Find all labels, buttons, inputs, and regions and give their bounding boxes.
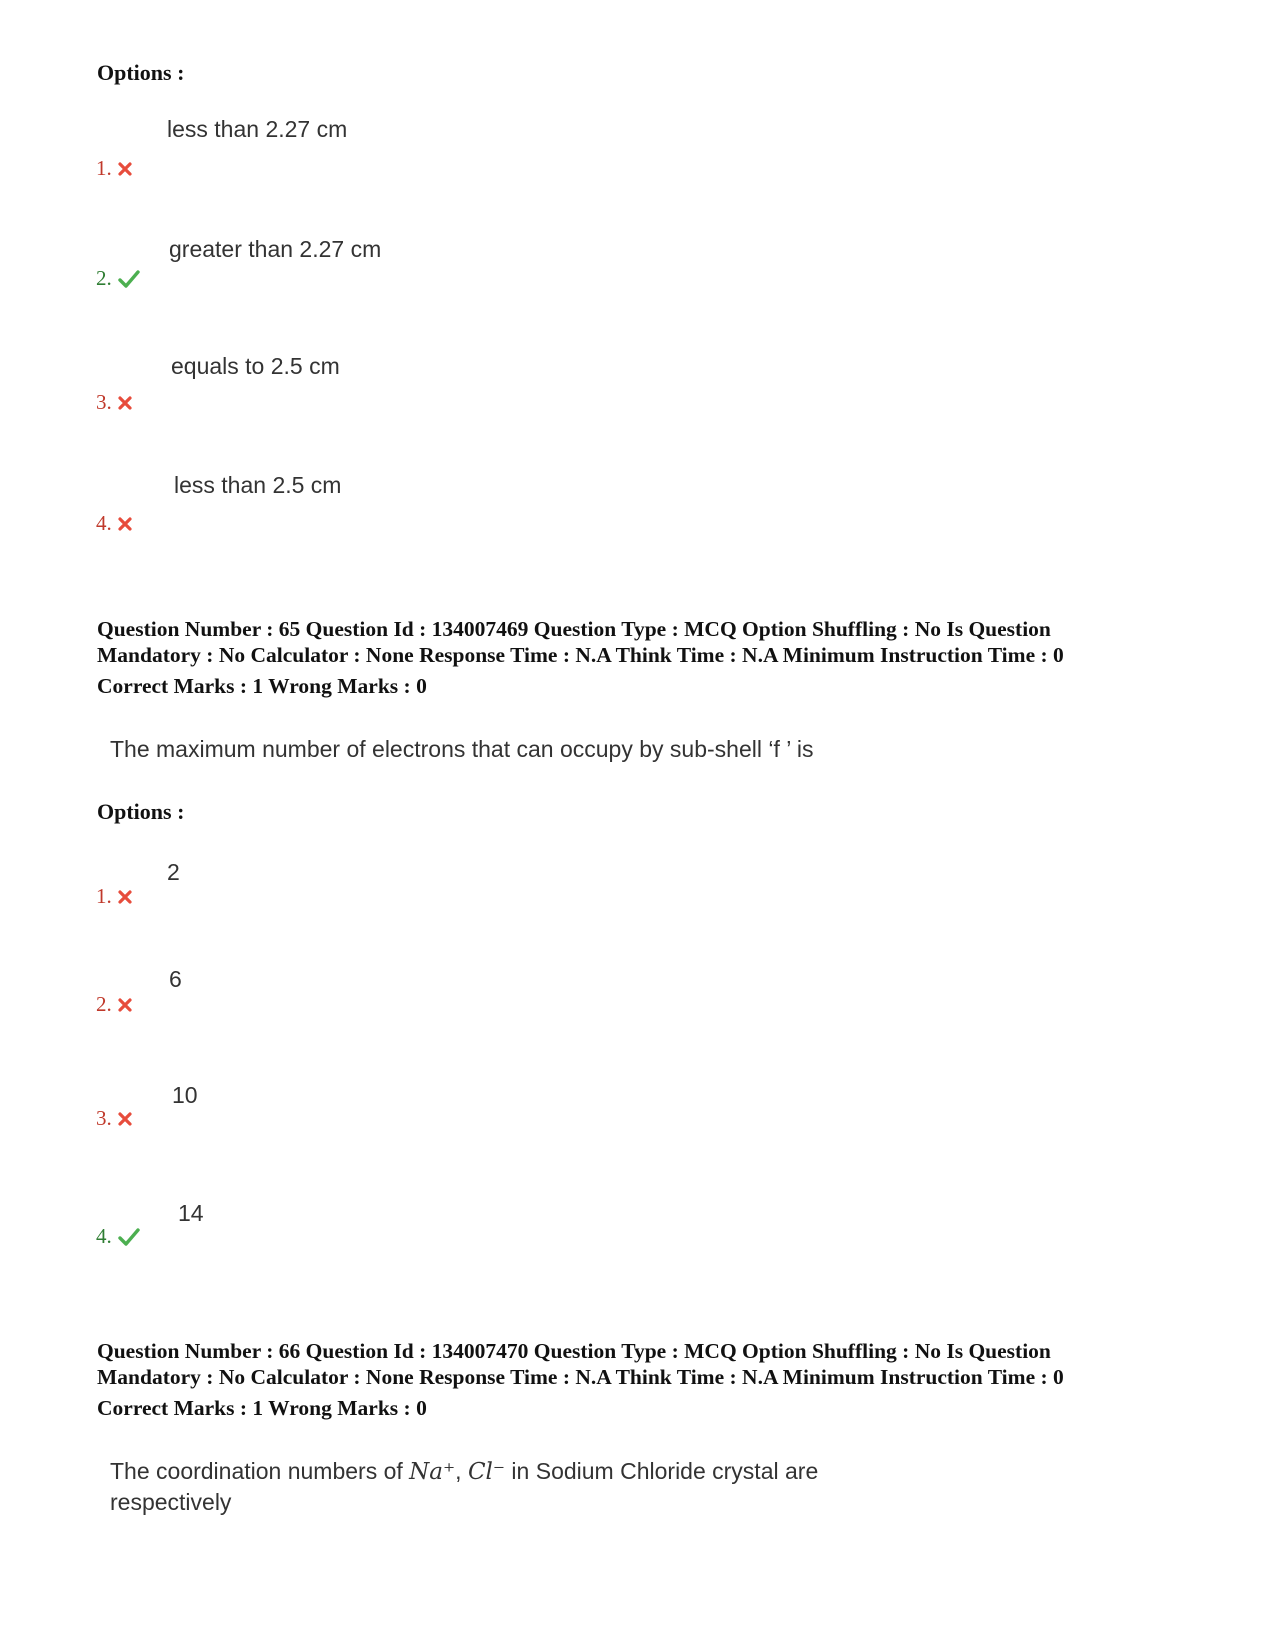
cross-icon: [118, 517, 132, 531]
meta-line: Mandatory : No Calculator : None Response Time : N.A Think Time : N.A Minimum Instruction Time : 0: [97, 1365, 1064, 1389]
option-1-text: 2: [167, 859, 180, 885]
cross-icon: [118, 396, 132, 410]
option-3-text: 10: [172, 1082, 198, 1108]
option-1-text: less than 2.27 cm: [167, 116, 348, 142]
option-2-number: [96, 266, 140, 291]
option-number-label: 4.: [96, 511, 112, 535]
question-line-1: [110, 1456, 910, 1487]
option-3-number: [96, 390, 132, 415]
options-heading: Options :: [97, 799, 185, 824]
question-prefix: The coordination numbers of: [110, 1458, 410, 1484]
question-66-meta: [97, 1338, 1187, 1390]
option-1-number: [96, 884, 132, 909]
option-number-label: 3.: [96, 1106, 112, 1130]
chloride-ion: Cl⁻: [467, 1459, 506, 1485]
question-65-text: The maximum number of electrons that can occupy by sub-shell ‘f ’ is: [110, 736, 814, 762]
checkmark-icon: [118, 1228, 140, 1246]
options-heading: Options :: [97, 60, 185, 85]
option-1-number: [96, 156, 132, 181]
option-4-number: [96, 1224, 140, 1249]
option-2-text: greater than 2.27 cm: [169, 236, 382, 262]
option-2-text: 6: [169, 966, 182, 992]
meta-line: Question Number : 66 Question Id : 134007470 Question Type : MCQ Option Shuffling : No Is Question: [97, 1339, 1051, 1363]
option-3-number: [96, 1106, 132, 1131]
ion-separator: ,: [455, 1458, 468, 1484]
cross-icon: [118, 998, 132, 1012]
option-number-label: 2.: [96, 992, 112, 1016]
option-3-text: equals to 2.5 cm: [171, 353, 340, 379]
meta-line: Question Number : 65 Question Id : 134007469 Question Type : MCQ Option Shuffling : No Is Question: [97, 617, 1051, 641]
option-4-text: 14: [178, 1200, 204, 1226]
sodium-ion: Na⁺: [409, 1459, 456, 1485]
question-line-2: respectively: [110, 1489, 232, 1515]
option-number-label: 1.: [96, 884, 112, 908]
question-65-meta: [97, 616, 1187, 668]
option-4-number: [96, 511, 132, 536]
option-4-text: less than 2.5 cm: [174, 472, 342, 498]
option-2-number: [96, 992, 132, 1017]
cross-icon: [118, 890, 132, 904]
cross-icon: [118, 162, 132, 176]
question-66-marks: Correct Marks : 1 Wrong Marks : 0: [97, 1396, 427, 1420]
question-66-text: [110, 1456, 910, 1517]
cross-icon: [118, 1112, 132, 1126]
question-65-marks: Correct Marks : 1 Wrong Marks : 0: [97, 674, 427, 698]
checkmark-icon: [118, 270, 140, 288]
option-number-label: 4.: [96, 1224, 112, 1248]
option-number-label: 3.: [96, 390, 112, 414]
question-suffix: in Sodium Chloride crystal are: [505, 1458, 819, 1484]
option-number-label: 1.: [96, 156, 112, 180]
option-number-label: 2.: [96, 266, 112, 290]
meta-line: Mandatory : No Calculator : None Response Time : N.A Think Time : N.A Minimum Instruction Time : 0: [97, 643, 1064, 667]
